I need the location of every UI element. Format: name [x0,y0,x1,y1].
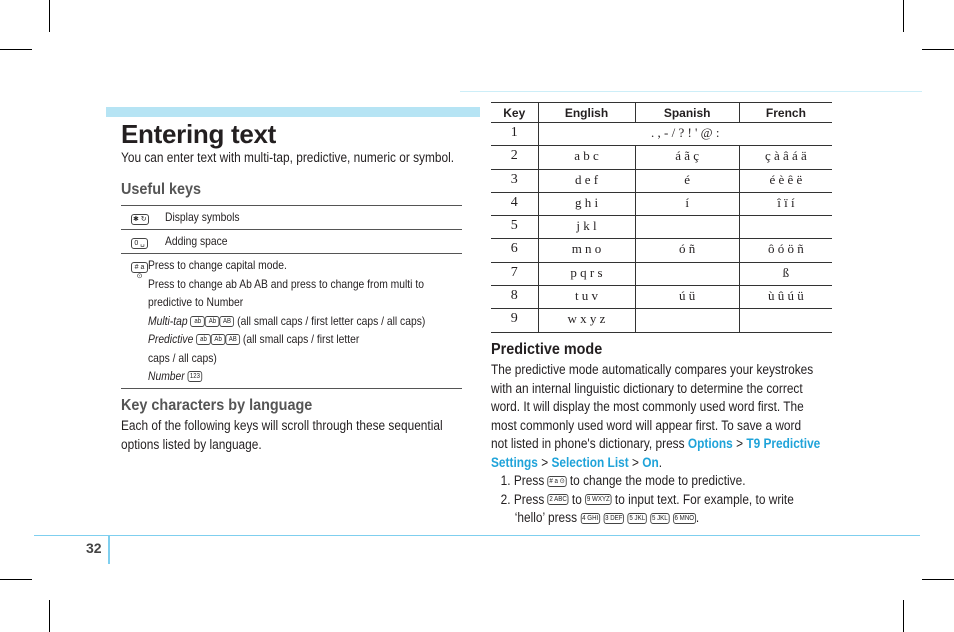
crop-mark [0,579,32,580]
english-cell: m n o [538,239,635,262]
hash-desc-line: predictive to Number [148,295,244,309]
english-cell: j k l [538,216,635,239]
multitap-text: (all small caps / first letter caps / all caps) [237,313,426,328]
on-option-link: On [642,454,659,470]
crop-mark [0,49,32,50]
key-cell: 4 [491,192,538,215]
french-cell [739,309,832,332]
crop-mark [922,579,954,580]
spanish-cell: í [635,192,739,215]
key-cell: 7 [491,262,538,285]
predictive-ab-cap-icon: Ab [211,334,226,345]
settings-menu-link: Settings [491,454,538,470]
french-cell: ù û ú ü [739,286,832,309]
table-row [491,192,832,215]
page-number: 32 [86,540,102,556]
key-cell: 1 [491,123,538,146]
text-line [491,435,820,454]
key-6-icon: 6 MNO [674,514,695,522]
table-row [491,216,832,239]
predictive-heading: Predictive mode [491,341,603,358]
crop-mark [903,0,904,32]
separator: > [632,454,639,470]
text-span: to change the mode to predictive. [569,473,746,488]
ab-upper-mode-icon: AB [220,316,235,327]
text-line [491,454,820,473]
table-row [491,169,832,192]
text-line: most commonly used word will appear first. To save a word [491,417,802,433]
language-table [491,102,832,333]
english-cell: a b c [538,146,635,169]
predictive-text: (all small caps / first letter [242,332,360,346]
key-4-icon: 4 GHI [582,514,599,522]
predictive-ab-upper-icon: AB [225,334,240,345]
french-cell: î ï í [739,192,832,215]
multitap-label: Multi-tap [148,313,188,328]
french-cell: ß [739,262,832,285]
useful-key-row [121,229,462,253]
useful-key-desc: Adding space [165,234,228,248]
step-2-cont [491,509,820,528]
zero-key-icon: 0 ␣ [131,238,148,249]
text-line: The predictive mode automatically compares your keystrokes [491,362,814,377]
separator: > [736,436,744,451]
symbols-cell: . , - / ? ! ' @ : [538,123,832,146]
spanish-cell: ó ñ [635,239,739,262]
french-cell: ô ó ö ñ [739,239,832,262]
hash-key-icon: # a ⊙ [549,477,565,485]
spanish-cell: ú ü [635,286,739,309]
table-header-row [491,103,832,123]
text-span: 2. Press [500,491,545,507]
text-span: not listed in phone's dictionary, press [491,436,685,451]
step-2 [491,491,820,510]
predictive-label: Predictive [148,332,194,346]
page-title: Entering text [121,119,277,149]
number-label: Number [148,369,185,383]
spanish-cell [635,262,739,285]
page-number-bar [108,536,110,564]
ab-cap-mode-icon: Ab [205,316,220,327]
useful-key-row [121,205,462,229]
key-2-icon: 2 ABC [549,496,567,504]
key-5-icon: 5 JKL [629,514,646,522]
english-cell: t u v [538,286,635,309]
text-span: 1. Press [500,473,545,488]
text-span: to [571,491,582,507]
table-row [491,123,832,146]
useful-key-desc: Display symbols [165,210,240,224]
col-header-key: Key [491,103,538,123]
text-line: with an internal linguistic dictionary to determine the correct [491,380,803,396]
french-cell: é è ê ë [739,169,832,192]
text-span: ‘hello’ press [514,510,578,525]
selection-list-menu-link: Selection List [551,454,629,470]
spanish-cell [635,216,739,239]
predictive-line [148,330,425,349]
table-row [491,286,832,309]
text-line: word. It will display the most commonly used word first. The [491,399,804,414]
footer-rule [34,535,920,536]
text-span: . [695,510,700,525]
useful-key-desc [148,254,425,388]
useful-key-row [121,253,462,389]
english-cell: d e f [538,169,635,192]
table-row [491,239,832,262]
french-cell: ç à â á ä [739,146,832,169]
french-cell [739,216,832,239]
predictive-ab-icon: ab [196,334,211,345]
english-cell: w x y z [538,309,635,332]
number-line [148,367,425,386]
multitap-line [148,312,425,331]
hash-key-icon: # a ⊙ [131,262,148,273]
number-mode-icon: 123 [188,371,203,382]
useful-keys-table [121,205,462,389]
separator: > [541,454,549,470]
text-span: to input text. For example, to write [614,491,794,507]
col-header-french: French [739,103,832,123]
key-cell: 5 [491,216,538,239]
spanish-cell [635,309,739,332]
key-9-icon: 9 WXYZ [586,496,610,504]
text-line: Each of the following keys will scroll through these sequential [121,418,443,433]
spanish-cell: á ã ç [635,146,739,169]
ab-mode-icon: ab [190,316,205,327]
key-cell: 8 [491,286,538,309]
step-1 [491,472,820,491]
key-chars-text [121,417,443,454]
t9-predictive-menu-link: T9 Predictive [746,436,821,451]
key-3-icon: 3 DEF [605,514,623,522]
text-line: options listed by language. [121,436,262,452]
text-span: . [658,454,663,470]
english-cell: g h i [538,192,635,215]
key-cell: 9 [491,309,538,332]
key-cell: 6 [491,239,538,262]
key-chars-heading: Key characters by language [121,397,313,414]
col-header-english: English [538,103,635,123]
english-cell: p q r s [538,262,635,285]
header-rule [460,91,922,92]
predictive-body [491,361,820,528]
crop-mark [49,600,50,632]
hash-desc-line: Press to change ab Ab AB and press to change from multi to [148,276,424,291]
col-header-spanish: Spanish [635,103,739,123]
options-menu-link: Options [687,436,733,451]
predictive-text-cont: caps / all caps) [148,350,217,365]
spanish-cell: é [635,169,739,192]
header-banner [106,107,480,117]
page-subtitle: You can enter text with multi-tap, predictive, numeric or symbol. [121,150,455,165]
table-row [491,262,832,285]
star-key-icon: ✱ ↻ [133,216,147,224]
hash-desc-line: Press to change capital mode. [148,258,287,272]
key-cell: 3 [491,169,538,192]
useful-keys-heading: Useful keys [121,181,202,198]
crop-mark [903,600,904,632]
table-row [491,146,832,169]
crop-mark [49,0,50,32]
crop-mark [922,49,954,50]
key-cell: 2 [491,146,538,169]
table-row [491,309,832,332]
key-5-icon: 5 JKL [651,514,668,522]
